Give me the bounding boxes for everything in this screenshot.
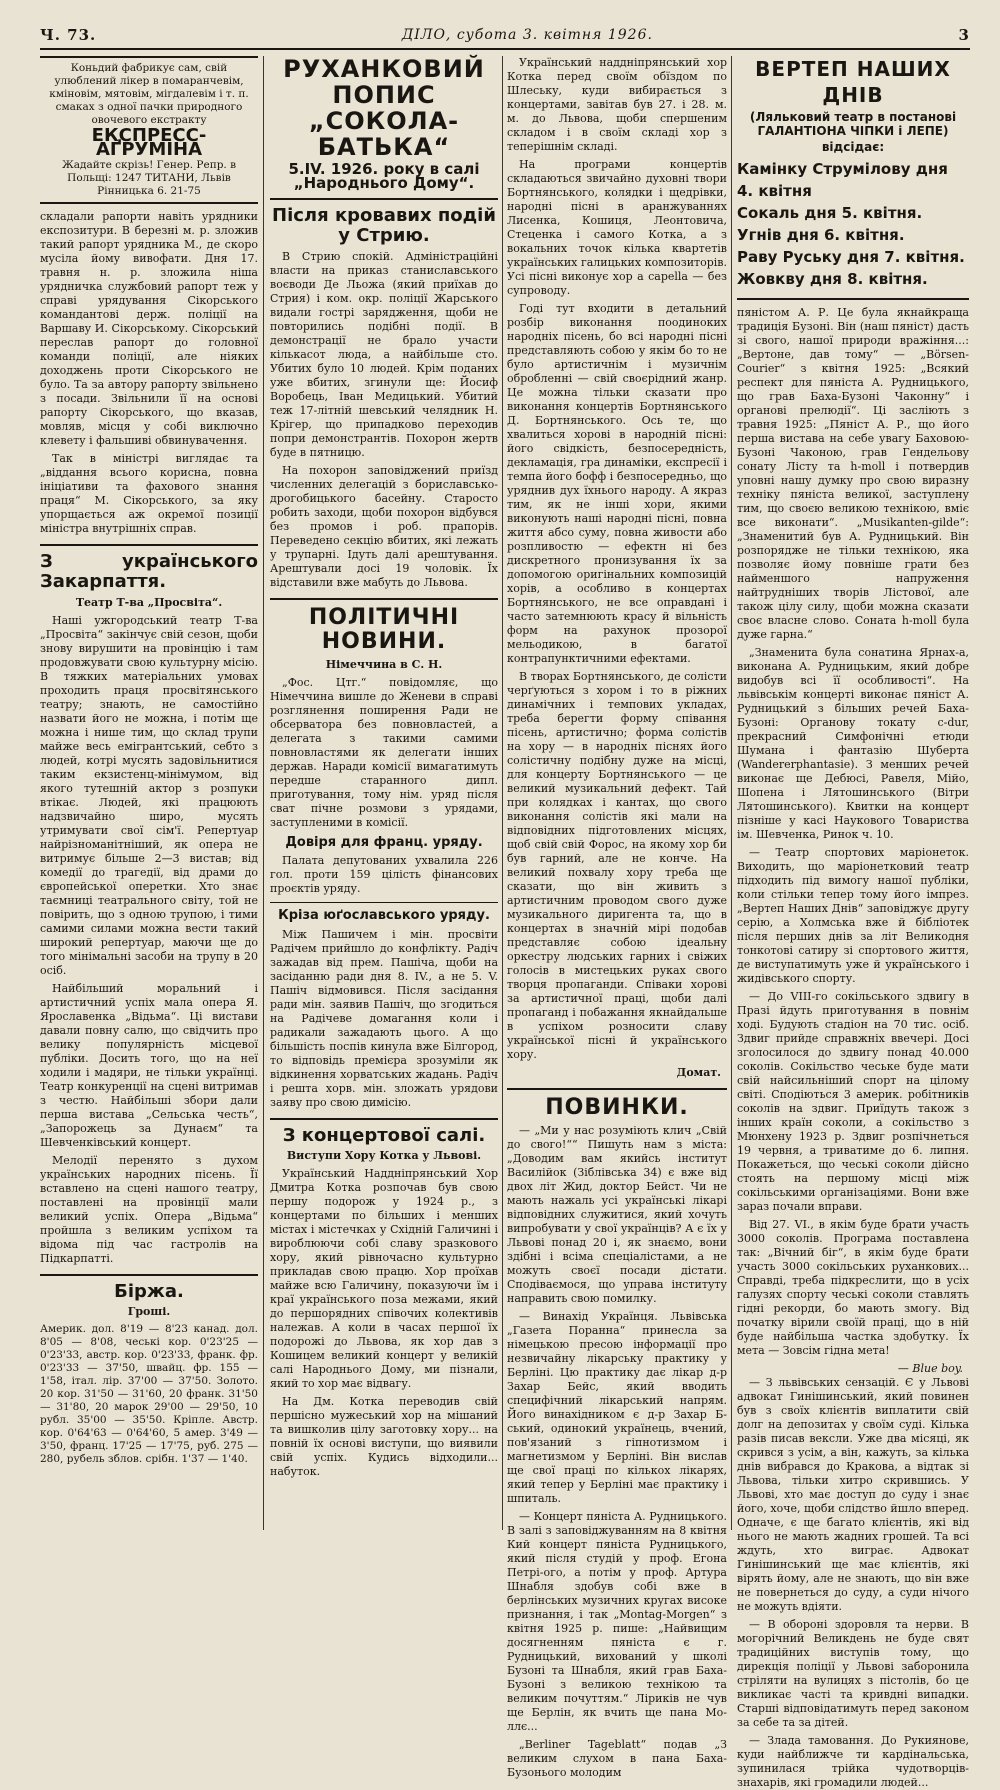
banner-title: ВЕРТЕП НАШИХ ДНІВ [755, 57, 951, 107]
news-item: — Злада тамовання. До Рукиянове, куди найближче ти кардінальська, зупинилася трійка чудотворців-знахарів, які громадили людей... [737, 1734, 969, 1789]
banner-title: РУХАНКОВИЙ ПОПИС „СОКОЛА-БАТЬКА“ [283, 55, 485, 161]
banner-vertep [737, 56, 969, 290]
article-subheadline: Виступи Хору Котка у Львові. [286, 1149, 482, 1163]
news-item: пяністом А. Р. Це була якнайкраща традиція Бузоні. Він (наш пяніст) дасть зі свого, нашої природи вражіння...: „Вертоне, дав тому“ — „Börsen-Courier“ з квітня 1925: „Всякий респект для пяніста А. Рудницького, що грав Баха-Бузоні Чаконну“ і органові прелюдії“. Ці засліють з травня 1925: „Пяніст А. Р., що його перша вистава на себе увагу Баховою-Бузоні Чаконою, грав Гендельову сонату Лісту та h-moll і потвердив уповні нашу думку про свою виразну техніку пяніста великої, заступлену тим, що своєю великою технікою, вміє все виконати“. „Musikanten-gilde“: „Знаменитий був А. Рудницький. Він розпорядже не тільки технікою, яка позволяє йому повніше грати без найменшого напруження найтрудніших творів Лістової, але також цілу силу, щоби можна сказати своє власне слово. Соната h-moll була дуже гарна.“ [737, 306, 969, 641]
article-paragraph: В Стрию спокій. Адміністраційні власти на приказ станиславського воєводи Де Льожа (який приїхав до Стрия) і ком. окр. поліції Жарського видали гострі зарядження, щоби не повторились подібні події. В демонстрації не брало участи кількасот люда, а найбільше сто. Убитих було 10 людей. Крім поданих уже вбитих, згинули ще: Йосиф Воробець, Іван Медицький. Убитий теж 17-літній шевський челядник Н. Крігер, що припадково переходив попри демонстрантів. Похорон жертв буде в пятницю. [270, 249, 498, 459]
section-divider [40, 544, 258, 546]
article-paragraph: Між Пашичем і мін. просвіти Радічем прийшло до конфлікту. Радіч зажадав від прем. Пашіча, щоби на засіданню ради дня 8. IV., а не 5. V. Пашіч відмовився. Після засідання ради мін. заявив Пашіч, що згодиться на Радічеве домагання коли і радикали зажадають цього. А що більшість поспів кинула вже Білгород, то відповідь премієра зрозуміли як відкинення хорватських жадань. Радіч і решта хорв. мін. зложать урядови заяву про свою димісію. [270, 927, 498, 1109]
column-divider [263, 56, 264, 1530]
banner-subtitle: (Ляльковий театр в постанові ГАЛАНТІОНА ЧІПКИ і ЛЕПЕ) [749, 110, 957, 138]
performance-date: Угнів дня 6. квітня. [737, 226, 905, 244]
article-paragraph: На Дм. Котка переводив свій першісно мужеський хор на мішаний та вишколив цілу заготовку хору... на повній їх основі виступи, що виявили свій успіх. Кудись відходили... набуток. [270, 1395, 498, 1479]
article-paragraph: Український Наддніпрянський Хор Дмитра Котка розпочав був свою першу подорож у 1924 р., з концертами по більших і менших містах і містечках у Східній Галичині і вироблюючи собі славу зразкового хору, який рівночасно культурно прикладав свою працю. Хор проїхав майже всю Галичину, показуючи їм і краї українського поза межами, який до першорядних співочих колективів належав. А коли в часах першої їх подорожі до Львова, як хор дав з Кошицем великий концерт у великій салі Народнього Дому, ми пізнали, який то хор має відвагу. [270, 1167, 498, 1391]
news-item: — Театр спортових маріонеток. Виходить, що маріонетковий театр підходить під вимогу нашої публіки, коли стільки тепер тому його імпрез. „Вертеп Наших Днів“ заповіджує другу серію, а Холмська вже й бібліотек після перших днів за літ Великодня тонкотові сатиру зі спортового життя, де виступатимуть уже й українського і жидівського спорту. [737, 846, 969, 985]
news-item: Від 27. VI., в якім буде брати участь 3000 соколів. Програма поставлена так: „Вічний біг“, в якім буде брати участь 3000 сокільських руханкових... Справді, треба підкреслити, що в усіх галузях спорту чеські соколи ставлять гідні рекорди, бо мають змогу. Від початку вірили своїй праці, що в ній буде найбільша частка здобутку. Їх мета — Зовсім гідна мета! [737, 1218, 969, 1357]
article-headline: З концертової салі. [282, 1124, 486, 1146]
ad-title: ЕКСПРЕСС-АҐРУМІНА [91, 125, 207, 160]
section-headline: Біржа. [114, 1280, 184, 1302]
article-paragraph: На програми концертів складаються звичайно духовні твори Бортнянського, колядки і щедрівки, народні пісні в аранжуваннях Лисенка, Кошиця, Леонтовича, Стеценка і самого Котка, а з вокальних точок кілька квартетів українських галицьких композиторів. Усі пісні виконує хор а capella — без супроводу. [507, 158, 727, 297]
ad-contact: Жадайте скрізь! Генер. Репр. в Польщі: 1247 ТИТАНИ, Львів Рінницька 6. 21-75 [61, 159, 237, 197]
article-subheadline: Німеччина в С. Н. [325, 657, 443, 671]
column-1 [40, 56, 258, 1532]
article-paragraph: На похорон заповіджений приїзд численних делегацій з бориславсько-дрогобицького басейну. Старосто робить заходи, щоби похорон відбувся без промов і роб. прапорів. Переведено секцію вбитих, які лежать у трупарні. Ідуть далі арештування. Арештували досі 19 чоловік. Їх відставили вже мабуть до Львова. [270, 463, 498, 589]
article-paragraph: Найбільший моральний і артистичний успіх мала опера Я. Ярославенка „Відьма“. Ці вистави давали повну салю, що свідчить про велику популярність місцевої публіки. Досить того, що на неї ходили і мадяри, не тільки українці. Театр конкуренції на сцені витримав з честю. Найбільші збори дали перша вистава „Сельська честь“, „Запорожець за Дунаєм“ та Шевченківський концерт. [40, 981, 258, 1149]
column-3 [507, 56, 727, 1780]
article-paragraph: Український наддніпрянський хор Котка перед своїм обїздом по Шлеську, куди вибирається з концертами, завітав був 27. і 28. м. м. до Львова, щоби спершеним складом і в своїм складі хор з теперішнім складі. [507, 56, 727, 153]
page-number: 3 [958, 26, 970, 44]
column-divider [502, 56, 503, 1530]
section-subheadline: Гроші. [127, 1305, 171, 1319]
ad-expres-agrumina [40, 56, 258, 204]
banner-note: відсідає: [821, 140, 885, 154]
article-subheadline: Кріза юґославського уряду. [278, 908, 490, 924]
performance-date: Камінку Струмілову дня 4. квітня [737, 160, 948, 200]
article-paragraph: Палата депутованих ухвалила 226 гол. проти 159 цілість фінансових проєктів уряду. [270, 854, 498, 896]
article-subheadline: Довіря для франц. уряду. [285, 834, 483, 850]
article-headline: З українського Закарпаття. [40, 551, 258, 592]
section-divider [270, 1118, 498, 1120]
article-subheadline: Театр Т-ва „Просвіта“. [75, 595, 223, 609]
section-divider [737, 298, 969, 300]
news-item: „Berliner Tageblatt“ подав „З великим слухом в пана Баха-Бузонього молодим [507, 1738, 727, 1780]
column-2 [270, 56, 498, 1532]
news-item: „Знаменита була сонатина Ярнах-а, виконана А. Рудницьким, який добре видобув всі її особливості“. На львівськім концерті виконає пяніст А. Рудницький з більших речей Баха-Бузоні: Органову токату c-dur, прекрасний Симфонічні етюди Шумана і фантазію Шуберта (Wandererphantasie). З менших речей виконає ще Дебюсі, Равеля, Мійо, Шопена і Лятошинського (Вітри Лятошинського). Квитки на концерт пізніше у касі Наукового Товариства ім. Шевченка, Ринок ч. 10. [737, 646, 969, 841]
article-paragraph: складали рапорти навіть урядники експозитури. В березні м. р. зложив такий рапорт урядника М., де скоро мусіла йому вивофати. Дня 17. травня н. р. зложила ніша урядничка службовий рапорт теж у справі урядування Сікорського командантові держ. поліції на Варшаву И. Сікорському. Сікорський переслав рапорт до головної команди поліції, але ніяких доходжень проти Сікорського не було. Та за автору рапорту звільнено з посади. Звільнили її на основі рапорту Сікорського, що вказав, мовляв, місця у собі виключно клевету і фальшиві обвинувачення. [40, 210, 258, 447]
news-item: — Концерт пяніста А. Рудницького. В залі з заповіджуванням на 8 квітня Кий концерт пяніста Рудницького, який після студій у проф. Егона Петрі-ого, а потім у проф. Артура Шнабля здобув собі вже в берлінських музичних кругах високе признання, і так „Montag-Morgen“ з квітня 1925 р. пише: „Найвищим досягненням пяніста є г. Рудницький, вихований у школі Бузоні та Шнабля, який грав Баха-Бузоні з великою технікою та великим почуттям.“ Ліриків не чув ще Берлін, як вчить ще пана Мо-ллє... [507, 1510, 727, 1734]
exchange-rates: Америк. дол. 8'19 — 8'23 канад. дол. 8'05 — 8'08, чеські кор. 0'23'25 — 0'23'33, австр. кор. 0'23'33, франк. фр. 0'23'33 — 37'50, швайц. фр. 155 — 1'58, італ. лір. 37'00 — 37'50. Золото. 20 кор. 31'50 — 31'60, 20 франк. 31'50 — 31'80, 20 марок 29'00 — 29'50, 10 рубл. 35'00 — 35'50. Кріпле. Австр. кор. 0'64'63 — 0'64'60, 5 амер. 3'49 — 3'50, франц. 17'25 — 17'75, руб. 275 — 280, рубель зблов. срібн. 1'37 — 1'40. [40, 1323, 258, 1466]
article-headline: Після кровавих подій у Стрию. [272, 205, 496, 246]
section-headline: ПОЛІТИЧНІ НОВИНИ. [308, 604, 460, 654]
article-signature: Домат. [676, 1066, 721, 1079]
news-item: — З львівських сензацій. Є у Львові адвокат Гинішинський, який повинен був з своїх клієнтів виплатити свій долг на депозитах у своїм суді. Кілька разів писав вексли. Уже два місяці, як скрився з усім, а він, кажуть, за кілька днів вибрався до Кракова, а відтак зі Львова, тільки хитро скрившись. У Львові, хто має доступ до суду і знає його, хоче, щоби слідство йшло вперед. Одначе, є ще багато клієнтів, які від нього не мають жадних грошей. Та всі ждуть, хто виграє. Адвокат Гинішинський ще має клієнтів, які вірять йому, але не знають, що він вже не повернеться до суду, а суди нічого не можуть вдіяти. [737, 1376, 969, 1613]
masthead [40, 22, 970, 50]
banner-subtitle: 5.IV. 1926. року в салі „Народнього Дому“. [288, 160, 480, 192]
article-paragraph: Годі тут входити в детальний розбір виконання поодиноких народніх пісень, бо всі народні пісні представляють собою у якім бо то не було артистичнім і музичнім обробленні — свій своєрідний жанр. Це можна тільки сказати про виконання концертів Бортнянського Д. Бортнянського. Ось те, що хвалиться хорові в народній пісні: його свідкість, безпосередність, декламація, гра динаміки, експресії і темпа його бофф і безпосередньо, що уряднив дух їхнього народу. А якраз тим, як не інші хори, якими виконують наші народні пісні, повна життя абсо суму, повна живости або розпливостю — ефектн ні без дискретного пронизування їх за допомогою оригінальних композицій хорів, а особливо в концертах Бортнянського, не все оправдані і часто затемнюють красу й вільність форм на рахунок прозорої мельодикою, в багатої контрапунктичними ефектами. [507, 302, 727, 665]
section-divider [507, 1088, 727, 1090]
article-paragraph: В творах Бортнянського, де солісти черґуються з хором і то в ріжних динамічних і темпових укладах, треба берегти форму співання пісень, артистично; форма солістів на хору — в народніх піснях його солістичну подібну дуже на місці, для концерту Бортнянського — це великий музикальний дефект. Тай при колядках і кантах, що свого виконання солістів які мали на відповідних підготовлених місцях, щоб свій свій Форос, на якому хор би був гарний, але не конче. На великий похвалу хору треба ще сказати, що він живить з артистичним проводом свого дуже музикального диригента та, що в концертах в значній мірі подобав представляє собою ідеальну оркестру людських гарних і свіжих голосів в мистецьких руках свого творця пропаганди. Співаки хорові за артистичної праці, щоби далі пропаганд і побажання якнайдальше в успіхом розносити славу української пісні й українського хору. [507, 670, 727, 1061]
column-divider [731, 56, 732, 1530]
news-item: — В обороні здоровля та нерви. В могорічний Великдень не буде свят традиційних виступів тому, що дирекція поліції у Львові заборонила стріляти на вулицях з пістолів, бо це викликає часті та кривдні випадки. Старші відповідатимуть перед законом за себе та за дітей. [737, 1618, 969, 1729]
performance-schedule [737, 158, 969, 290]
article-paragraph: Так в міністрі виглядає та „віддання всього корисна, повна ініціативи та фахового знання праця“ М. Сікорського, за яку упорщається аж окремої позиції міністра внутрішніх справ. [40, 452, 258, 535]
article-paragraph: „Фос. Цтг.“ повідомляє, що Німеччина вишле до Женеви в справі розглянення поширення Ради не обсерватора без повновластей, а делегата з такими самими повновластями як делегати інших держав. Наради комісії вимагатимуть передше старанного дипл. приготування, тому нім. уряд після сват пічне розмови з урядами, заступленими в комісії. [270, 675, 498, 829]
performance-date: Жовкву дня 8. квітня. [737, 270, 928, 288]
section-divider [40, 1274, 258, 1276]
newspaper-dateline: ДІЛО, субота 3. квітня 1926. [401, 27, 653, 43]
performance-date: Раву Руську дня 7. квітня. [737, 248, 965, 266]
news-item: — До VIII-го сокільського здвигу в Празі йдуть приготування в повнім ході. Будують стадіон на 70 тис. осіб. Здвиг прийде справжніх ввечері. Досі зголосилося до здвигу понад 40.000 соколів. Сокільство чеське буде мати свій найсильніший спорт на цілому світі. Сподіються 3 америк. робітників соколів на здвиг. Приїдуть також з інших країн соколи, а сокільство з Мюнхену 1923 р. Здвиг розпічнеться 19 червня, а триватиме до 6. липня. Покажеться, що чеські соколи дійсно стоять на першому місці між сокільськими організаціями. Вони вже зараз почали вправи. [737, 990, 969, 1213]
article-paragraph: Наші ужгородський театр Т-ва „Просвіта“ закінчує свій сезон, щоби знову вирушити на провінцію і там продовжувати свою культурну місію. В тяжких матеріальних умовах проходить праця просвітянського театру; знають, не самостійно назвати його не можна, і потім ще можна і нише тим, що склад трупи майже весь емігрантський, себто з людей, котрі мусять задовільнитися таким екзистенц-мінімумом, від якого тутешній актор з розпуки втікає. Людей, які працюють надзвичайно широ, мусять утримувати свої сім'ї. Репертуар найрізноманітніший, як опера не витримує більше 2—3 вистав; від комедії до трагедії, від драми до європейської оперетки. Хто знає таємниці театрального світу, той не повірить, що з одною трупою, і тими самими силами можна вести такий широкий репертуар, маючи ще до того мінімальні засоби на трупу в 20 осіб. [40, 613, 258, 977]
section-headline: ПОВИНКИ. [545, 1095, 689, 1120]
column-4 [737, 56, 969, 1789]
section-divider [270, 902, 498, 903]
news-item: — „Ми у нас розуміють клич „Свій до свого!““ Пишуть нам з міста: „Доводим вам якийсь інститут Василійок (Зіблівська 34) є вже від двох літ Жид, доктор Бейст. Чи не мають нажаль усі українські лікарі відповідних служитися, який хочуть випробувати у свої українців? А є їх у Львові понад 20 і, як знаємо, вони здібні і всіма спеціалістами, а не можуть своєї посади дістати. Сподіваємося, що управа інституту направить свою помилку. [507, 1124, 727, 1306]
ad-intro: Коньдий фабрикує сам, свій улюблений лікер в помаранчевім, кміновім, мятовім, мігдалевім і т. п. смаках з одної пачки природного овочевого екстракту [49, 62, 249, 126]
section-divider [270, 598, 498, 600]
section-divider [270, 198, 498, 200]
page-issue: Ч. 73. [40, 26, 97, 44]
performance-date: Сокаль дня 5. квітня. [737, 204, 923, 222]
article-paragraph: Мелодії перенято з духом українських народних пісень. Її вставлено на сцені нашого театру, поставлені на провінції мали великий успіх. Опера „Відьма“ пройшла з великим успіхом та відома під час гастролів на Підкарпатті. [40, 1153, 258, 1265]
article-signature: — Blue boy. [897, 1362, 963, 1375]
banner-sokil-event [270, 56, 498, 190]
news-item: — Винахід Українця. Львівська „Газета Поранна“ принесла за німецькою пресою інформації про незвичайну лікарську практику у Берліні. Цю практику дає лікар д-р Захар Бейс, який вводить специфічний лікарський напрям. Його винахідником є д-р Захар Б-ський, одинокий українець, вчений, пов'язаний з гіпнотизмом і магнетизмом у Берліні. Він вислав ще свої праці по кількох лікарях, який тепер у Берліні має практику і шпиталь. [507, 1310, 727, 1506]
